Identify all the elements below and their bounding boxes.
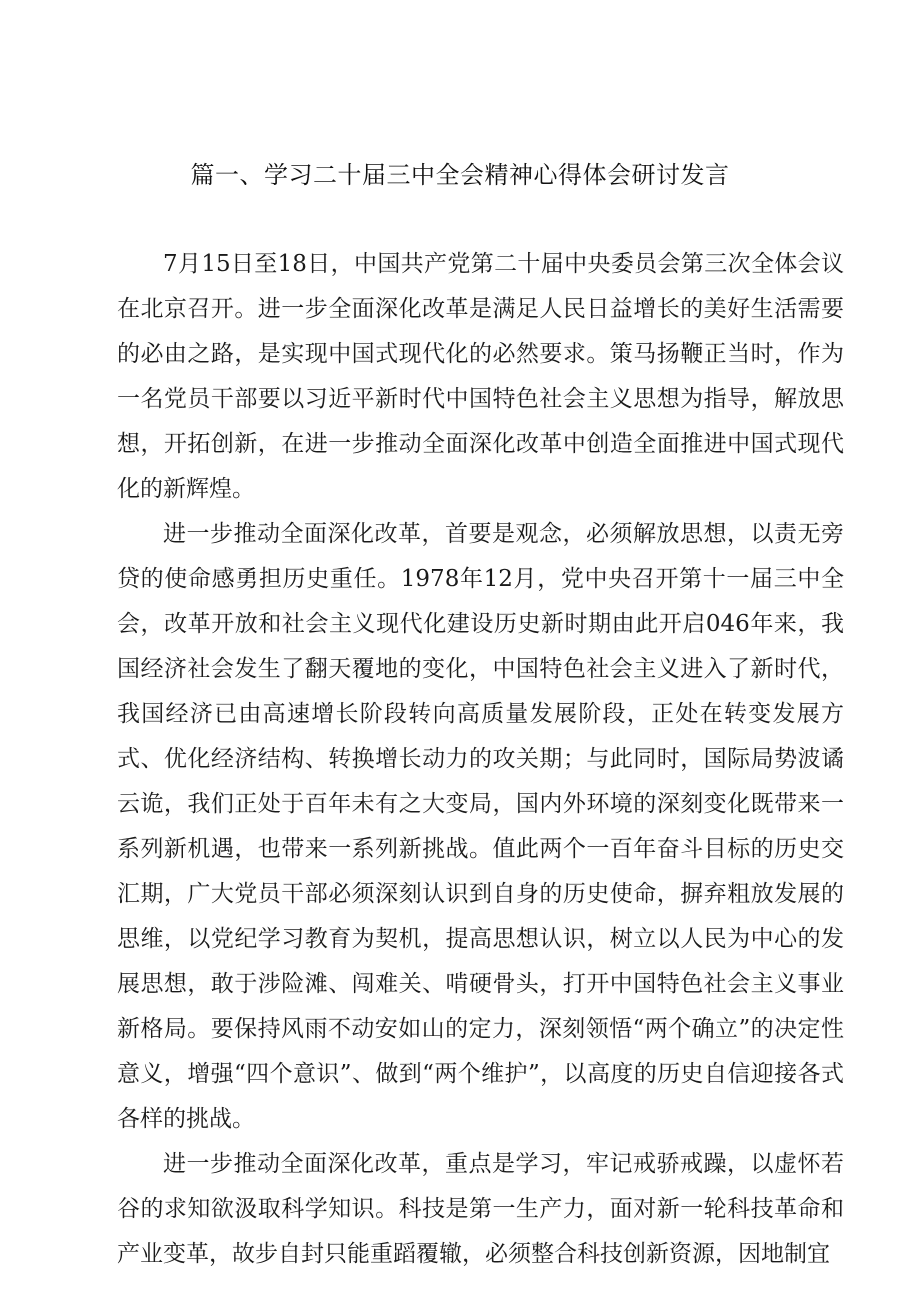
paragraph-3: 进一步推动全面深化改革，重点是学习，牢记戒骄戒躁，以虚怀若谷的求知欲汲取科学知识。科技是第一生产力，面对新一轮科技革命和产业变革，故步自封只能重蹈覆辙，必须整合科技创新资源，因地制宜 [117, 1151, 844, 1267]
page-title: 篇一、学习二十届三中全会精神心得体会研讨发言 [190, 161, 730, 189]
paragraph-1: 7月15日至18日，中国共产党第二十届中央委员会第三次全体会议在北京召开。进一步全面深化改革是满足人民日益增长的美好生活需要的必由之路，是实现中国式现代化的必然要求。策马扬鞭正当时，作为一名党员干部要以习近平新时代中国特色社会主义思想为指导，解放思想，开拓创新，在进一步推动全面深化改革中创造全面推进中国式现代化的新辉煌。 [117, 251, 844, 502]
paragraph-2: 进一步推动全面深化改革，首要是观念，必须解放思想，以责无旁贷的使命感勇担历史重任。1978年12月，党中央召开第十一届三中全会，改革开放和社会主义现代化建设历史新时期由此开启046年来，我国经济社会发生了翻天覆地的变化，中国特色社会主义进入了新时代，我国经济已由高速增长阶段转向高质量发展阶段，正处在转变发展方式、优化经济结构、转换增长动力的攻关期；与此同时，国际局势波谲云诡，我们正处于百年未有之大变局，国内外环境的深刻变化既带来一系列新机遇，也带来一系列新挑战。值此两个一百年奋斗目标的历史交汇期，广大党员干部必须深刻认识到自身的历史使命，摒弃粗放发展的思维，以党纪学习教育为契机，提高思想认识，树立以人民为中心的发展思想，敢于涉险滩、闯难关、啃硬骨头，打开中国特色社会主义事业新格局。要保持风雨不动安如山的定力，深刻领悟“两个确立”的决定性意义，增强“四个意识”、做到“两个维护”，以高度的历史自信迎接各式各样的挑战。 [117, 521, 844, 1132]
document-body [117, 242, 844, 1277]
